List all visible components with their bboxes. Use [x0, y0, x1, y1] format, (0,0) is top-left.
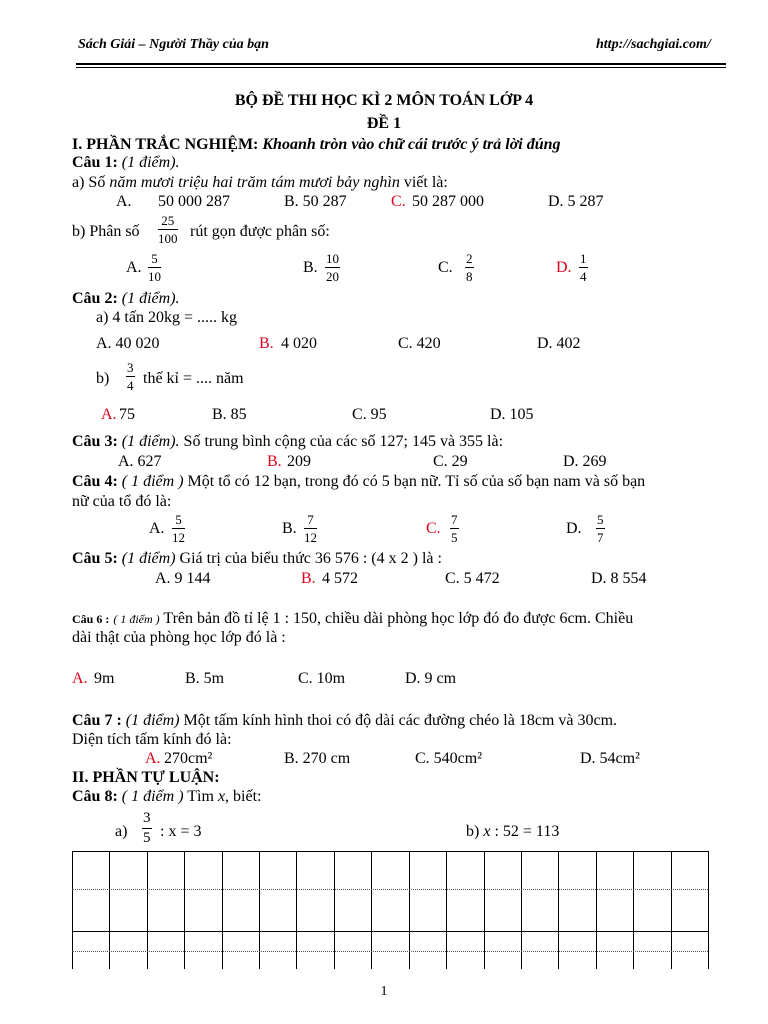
q4-opt-d-frac: [596, 513, 605, 544]
q2-label: Câu 2:: [72, 290, 118, 307]
q6-opt-d[interactable]: D. 9 cm: [405, 670, 457, 687]
q7-heading: [72, 713, 617, 729]
q2b-fraction: [126, 361, 135, 392]
q1b-prefix: b) Phân số: [72, 223, 140, 240]
q4-opt-b-frac: [304, 513, 317, 544]
q3-text: Số trung bình cộng của các số 127; 145 và 355 là:: [183, 433, 504, 450]
section1-label: I. PHẦN TRẮC NGHIỆM:: [72, 136, 259, 153]
q1b-opt-c-frac: [465, 252, 474, 283]
q1a-text: [72, 175, 448, 191]
q8a-prefix: a): [115, 823, 128, 840]
q1b-opt-c-den: 8: [466, 269, 473, 284]
q4-heading: [72, 474, 645, 490]
q4-text1: Một tổ có 12 bạn, trong đó có 5 bạn nữ. Tỉ số của số bạn nam và số bạn: [187, 473, 646, 490]
q1b-opt-a-letter[interactable]: A.: [126, 259, 142, 276]
q7-opt-a-value: 270cm²: [164, 750, 213, 767]
q8-text-post: , biết:: [225, 788, 262, 805]
q1b-opt-c-letter[interactable]: C.: [438, 259, 453, 276]
q7-opt-c[interactable]: C. 540cm²: [415, 750, 483, 767]
q2b-prefix: b): [96, 370, 110, 387]
q8a-rest: : x = 3: [160, 823, 202, 840]
q6-label: Câu 6 :: [72, 612, 110, 626]
q1a-italic: năm mươi triệu hai trăm tám mươi bảy nghìn: [109, 174, 400, 191]
q5-points: (1 điểm): [121, 550, 176, 567]
q1b-opt-b-num: 10: [326, 251, 339, 266]
q4-opt-d-letter[interactable]: D.: [566, 520, 582, 537]
q2b-opt-a-letter[interactable]: A.: [101, 406, 117, 423]
q2b-opt-c[interactable]: C. 95: [352, 406, 387, 423]
q8-heading: [72, 789, 261, 805]
q4-points: ( 1 điểm ): [121, 473, 184, 490]
q4-opt-b-letter[interactable]: B.: [282, 520, 297, 537]
header-divider: [76, 63, 726, 65]
q4-opt-d-den: 7: [597, 530, 604, 545]
q8a-den: 5: [143, 830, 151, 846]
section1-heading: [72, 137, 561, 153]
page-number: 1: [380, 984, 388, 999]
q1-heading: [72, 155, 180, 171]
q3-opt-b-value: 209: [287, 453, 311, 470]
q1b-den: 100: [158, 231, 178, 246]
q7-points: (1 điểm): [125, 712, 180, 729]
q2a-opt-b-letter[interactable]: B.: [259, 335, 274, 352]
q2b-opt-a-value: 75: [119, 406, 135, 423]
q3-opt-b-letter[interactable]: B.: [267, 453, 282, 470]
q3-opt-a[interactable]: A. 627: [118, 453, 162, 470]
q2a-opt-a[interactable]: A. 40 020: [96, 335, 160, 352]
q1b-suffix: rút gọn được phân số:: [190, 223, 330, 240]
q4-opt-b-den: 12: [304, 530, 317, 545]
q4-opt-a-letter[interactable]: A.: [149, 520, 165, 537]
q7-opt-d[interactable]: D. 54cm²: [580, 750, 640, 767]
q1b-opt-a-num: 5: [148, 252, 161, 268]
q5-text: Giá trị của biểu thức 36 576 : (4 x 2 ) là :: [179, 550, 442, 567]
q3-opt-d[interactable]: D. 269: [563, 453, 607, 470]
q2b-suffix: thế kỉ = .... năm: [143, 370, 244, 387]
q4-opt-d-num: 5: [597, 512, 604, 527]
q1b-num: 25: [158, 214, 178, 230]
q6-opt-c[interactable]: C. 10m: [298, 670, 346, 687]
q5-label: Câu 5:: [72, 550, 118, 567]
q3-points: (1 điểm).: [121, 433, 180, 450]
q5-heading: [72, 551, 442, 567]
q1-points: (1 điểm).: [121, 154, 180, 171]
q7-text2: Diện tích tấm kính đó là:: [72, 731, 232, 748]
q1a-opt-c-value: 50 287 000: [412, 193, 484, 210]
answer-grid: [72, 851, 708, 969]
grid-hline: [72, 851, 708, 852]
q8-points: ( 1 điểm ): [121, 788, 184, 805]
q4-opt-a-frac: [172, 513, 185, 544]
q7-text1: Một tấm kính hình thoi có độ dài các đường chéo là 18cm và 30cm.: [183, 712, 618, 729]
q1b-fraction: [158, 214, 178, 245]
q4-opt-c-letter[interactable]: C.: [426, 520, 441, 537]
q1b-opt-a-den: 10: [148, 269, 161, 284]
q2a-opt-c[interactable]: C. 420: [398, 335, 441, 352]
q8-var: x: [217, 788, 226, 805]
q1b-opt-d-frac: [579, 252, 588, 283]
q6-opt-b[interactable]: B. 5m: [185, 670, 225, 687]
q2b-opt-b[interactable]: B. 85: [212, 406, 247, 423]
header-left: Sách Giải – Người Thầy của bạn: [78, 37, 269, 52]
q2a-text: a) 4 tấn 20kg = ..... kg: [96, 309, 237, 326]
page-subtitle: ĐỀ 1: [366, 115, 402, 132]
grid-hline: [72, 889, 708, 890]
q6-text1: Trên bản đồ tỉ lệ 1 : 150, chiều dài phòng học lớp đó đo được 6cm. Chiều: [163, 610, 634, 627]
q1b-opt-b-den: 20: [326, 269, 339, 284]
q5-opt-b-value: 4 572: [322, 570, 358, 587]
q8b-rest: : 52 = 113: [494, 823, 560, 840]
section1-instruction: Khoanh tròn vào chữ cái trước ý trả lời đúng: [262, 136, 561, 153]
q1a-opt-d[interactable]: D. 5 287: [548, 193, 604, 210]
q1a-suffix: viết là:: [403, 174, 448, 191]
q2a-opt-d[interactable]: D. 402: [537, 335, 581, 352]
q7-opt-a-letter[interactable]: A.: [145, 750, 161, 767]
q8b-prefix: b): [466, 823, 480, 840]
q8b-var: x: [483, 823, 491, 840]
q4-label: Câu 4:: [72, 473, 118, 490]
q1b-opt-b-frac: [325, 252, 340, 283]
q1a-opt-a-letter[interactable]: A.: [116, 193, 132, 210]
q2a-opt-b-value: 4 020: [281, 335, 317, 352]
q4-opt-a-num: 5: [172, 513, 185, 529]
q1b-opt-d-den: 4: [580, 269, 587, 284]
q1a-opt-c-letter[interactable]: C.: [391, 193, 406, 210]
section2-heading: II. PHẦN TỰ LUẬN:: [72, 769, 220, 786]
q4-opt-c-num: 7: [451, 512, 458, 527]
grid-vline: [708, 851, 709, 969]
q4-text2: nữ của tổ đó là:: [72, 493, 172, 510]
q2b-opt-d[interactable]: D. 105: [490, 406, 534, 423]
q1b-opt-d-num: 1: [580, 251, 587, 266]
q8-text-pre: Tìm: [187, 788, 214, 805]
q4-opt-c-frac: [450, 513, 459, 544]
q2-points: (1 điểm).: [121, 290, 180, 307]
q8a-num: 3: [142, 811, 152, 829]
q8b-text: [466, 824, 559, 840]
q5-opt-b-letter[interactable]: B.: [301, 570, 316, 587]
q6-points: ( 1 điểm ): [113, 612, 160, 626]
q8a-fraction: [142, 811, 152, 846]
q2-heading: [72, 291, 180, 307]
q4-opt-b-num: 7: [304, 513, 317, 529]
q1a-opt-b[interactable]: B. 50 287: [284, 193, 347, 210]
q1b-opt-a-frac: [148, 252, 161, 283]
q1b-opt-c-num: 2: [466, 251, 473, 266]
q6-opt-a-value: 9m: [94, 670, 115, 687]
q1b-opt-d-letter[interactable]: D.: [556, 259, 572, 276]
header-divider-thin: [76, 67, 726, 68]
q8-label: Câu 8:: [72, 788, 118, 805]
q1-label: Câu 1:: [72, 154, 118, 171]
q1a-opt-a-value: 50 000 287: [158, 193, 230, 210]
q6-text2: dài thật của phòng học lớp đó là :: [72, 629, 286, 646]
q4-opt-a-den: 12: [172, 530, 185, 545]
header-url[interactable]: http://sachgiai.com/: [596, 37, 711, 52]
q3-label: Câu 3:: [72, 433, 118, 450]
q1a-prefix: a) Số: [72, 174, 106, 191]
q3-heading: [72, 434, 503, 450]
q3-opt-c[interactable]: C. 29: [433, 453, 468, 470]
q5-opt-c[interactable]: C. 5 472: [445, 570, 500, 587]
q6-opt-a-letter[interactable]: A.: [72, 670, 88, 687]
q2b-den: 4: [127, 378, 134, 393]
grid-hline: [72, 951, 708, 952]
q5-opt-d[interactable]: D. 8 554: [591, 570, 647, 587]
q6-heading: [72, 611, 633, 627]
page-title: BỘ ĐỀ THI HỌC KÌ 2 MÔN TOÁN LỚP 4: [234, 92, 534, 109]
q5-opt-a[interactable]: A. 9 144: [155, 570, 211, 587]
q7-opt-b[interactable]: B. 270 cm: [284, 750, 351, 767]
q2b-num: 3: [127, 360, 134, 375]
q1b-opt-b-letter[interactable]: B.: [303, 259, 318, 276]
grid-hline: [72, 931, 708, 932]
q7-label: Câu 7 :: [72, 712, 122, 729]
q4-opt-c-den: 5: [451, 530, 458, 545]
